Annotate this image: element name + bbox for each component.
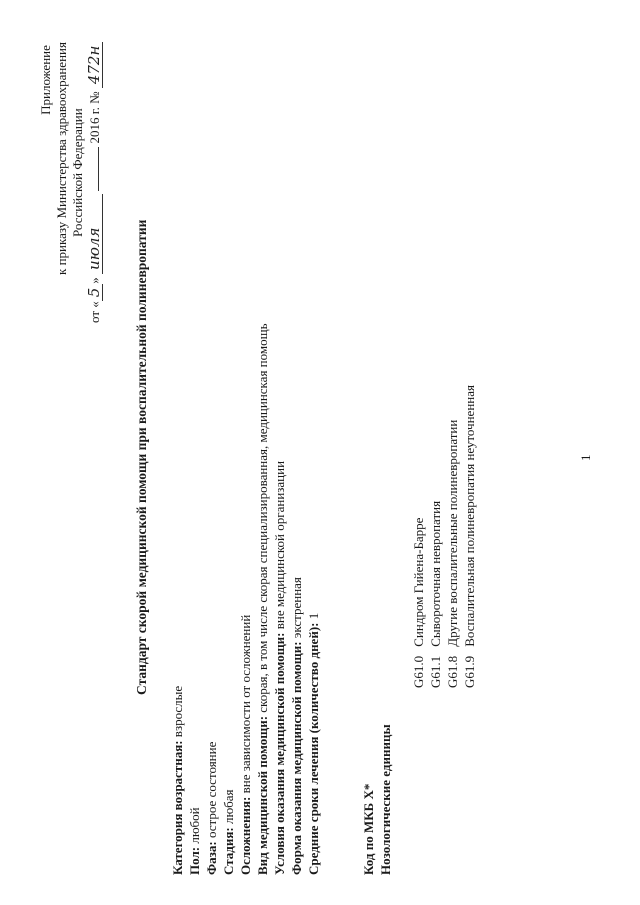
mkb-heading: Код по МКБ Х*	[361, 783, 376, 875]
field-label: Вид медицинской помощи:	[255, 715, 270, 875]
field-value: любой	[187, 807, 202, 847]
field-label: Категория возрастная:	[170, 740, 185, 875]
list-item	[411, 518, 427, 688]
field-label: Фаза:	[204, 841, 219, 875]
field-value: экстренная	[289, 577, 304, 642]
appendix-line-3: Российской Федерации	[70, 108, 85, 237]
field-value: любая	[221, 789, 236, 828]
field-complications	[238, 615, 254, 875]
date-month: июля	[86, 194, 103, 274]
appendix-line-2: к приказу Министерства здравоохранения	[54, 42, 69, 275]
field-phase	[204, 742, 220, 875]
field-label: Форма оказания медицинской помощи:	[289, 641, 304, 875]
mkb-code: G61.0	[411, 655, 426, 688]
list-item	[428, 501, 444, 688]
document-title: Стандарт скорой медицинской помощи при воспалительной полиневропатии	[134, 219, 149, 695]
field-care-conditions	[272, 461, 288, 875]
appendix-date-line	[86, 42, 103, 323]
field-age	[170, 686, 186, 875]
field-value: скорая, в том числе скорая специализированная, медицинская помощь	[255, 323, 270, 716]
mkb-code: G61.8	[445, 655, 460, 688]
mkb-name: Другие воспалительные полиневропатии	[445, 419, 460, 647]
field-label: Условия оказания медицинской помощи:	[272, 632, 287, 875]
field-value: взрослые	[170, 685, 185, 741]
field-label: Стадия:	[221, 827, 236, 875]
field-care-type	[255, 323, 271, 875]
field-value: вне медицинской организации	[272, 460, 287, 633]
date-prefix: от «	[87, 301, 102, 323]
page-number: 1	[578, 454, 593, 461]
mkb-name: Сывороточная невропатия	[428, 500, 443, 647]
date-mid: »	[87, 277, 102, 284]
appendix-line-1: Приложение	[38, 45, 53, 115]
mkb-code: G61.1	[428, 655, 443, 688]
list-item	[445, 420, 461, 688]
field-label: Пол:	[187, 846, 202, 875]
field-label: Средние сроки лечения (количество дней):	[306, 622, 321, 875]
mkb-name: Синдром Гийена-Барре	[411, 517, 426, 647]
mkb-subheading: Нозологические единицы	[378, 724, 393, 875]
field-value: 1	[306, 612, 321, 623]
field-sex	[187, 807, 203, 875]
mkb-name: Воспалительная полиневропатия неуточненная	[462, 385, 477, 647]
list-item	[462, 385, 478, 688]
order-number: 472н	[86, 42, 103, 89]
field-stage	[221, 789, 237, 875]
date-blank	[98, 147, 99, 191]
field-value: вне зависимости от осложнений	[238, 614, 253, 797]
date-day: 5	[86, 284, 103, 302]
mkb-code: G61.9	[462, 655, 477, 688]
date-year: 2016 г. №	[87, 91, 102, 144]
field-label: Осложнения:	[238, 796, 253, 875]
field-treatment-duration	[306, 613, 322, 875]
field-care-form	[289, 577, 305, 875]
field-value: острое состояние	[204, 741, 219, 842]
